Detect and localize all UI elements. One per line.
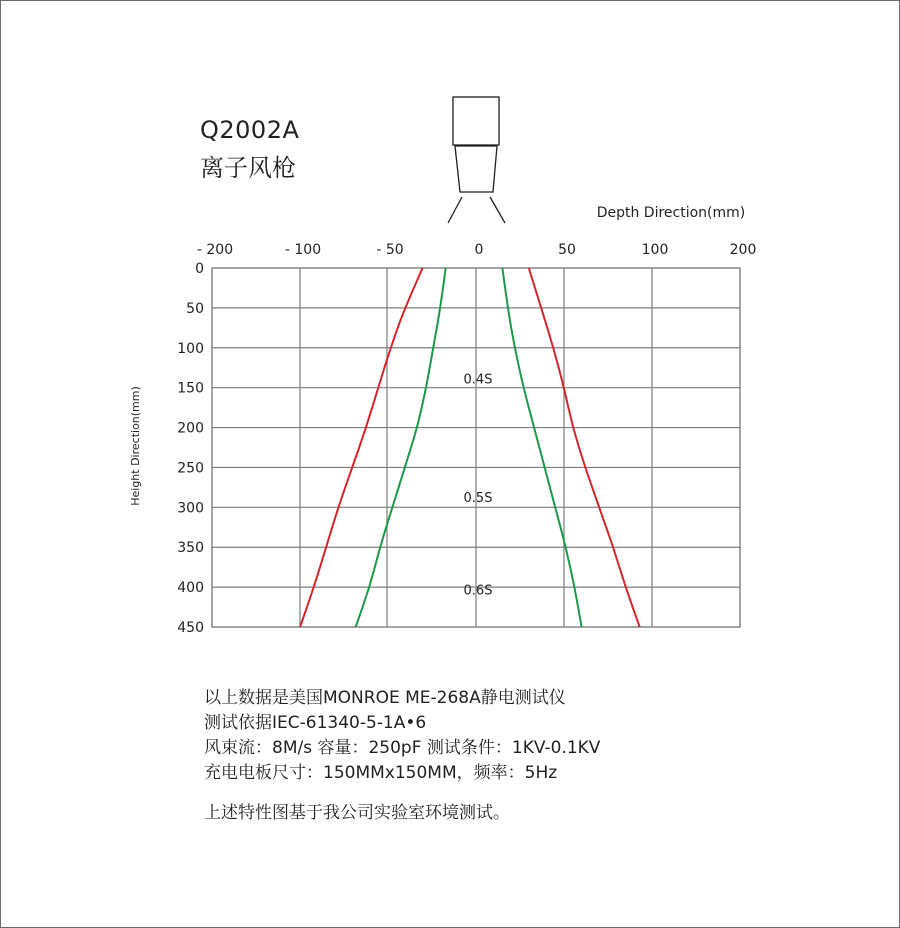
x-tick-label: 50	[558, 242, 576, 258]
x-tick-label: - 50	[376, 242, 404, 258]
ionizer-gun-icon	[448, 97, 505, 223]
note-line-2: 测试依据IEC-61340-5-1A•6	[204, 713, 427, 733]
time-annotation: 0.6S	[463, 583, 493, 599]
gun-body	[453, 97, 499, 145]
x-tick-label: 200	[729, 242, 757, 258]
x-tick-label: 0	[474, 242, 484, 258]
x-tick-label: - 100	[284, 242, 322, 258]
y-tick-label: 250	[177, 460, 204, 477]
y-tick-label: 100	[177, 340, 204, 357]
y-tick-label: 450	[177, 620, 204, 636]
y-tick-label: 150	[177, 380, 204, 397]
x-tick-labels	[197, 242, 756, 258]
y-tick-label: 50	[186, 300, 204, 317]
y-axis-title: Height Direction(mm)	[129, 386, 142, 506]
note-line-3: 风束流：8M/s 容量：250pF 测试条件：1KV-0.1KV	[204, 738, 601, 758]
y-tick-label: 300	[177, 500, 204, 517]
product-name: 离子风枪	[200, 154, 296, 182]
product-code: Q2002A	[200, 116, 300, 144]
y-tick-label: 350	[177, 540, 204, 557]
time-annotation: 0.4S	[463, 372, 493, 388]
test-notes	[204, 686, 600, 826]
note-spacer	[204, 786, 600, 801]
y-tick-label: 200	[177, 420, 204, 437]
time-annotations	[464, 373, 493, 599]
curve-2	[529, 268, 640, 627]
gun-spray-right	[490, 197, 505, 223]
curve-4	[502, 268, 581, 627]
x-axis-title: Depth Direction(mm)	[596, 205, 746, 221]
x-tick-label: - 200	[196, 242, 234, 258]
gun-nozzle	[455, 146, 497, 192]
chart-grid	[212, 268, 740, 627]
note-line-4: 充电电板尺寸：150MMx150MM，频率：5Hz	[204, 763, 558, 783]
gun-spray-left	[448, 197, 462, 223]
time-annotation: 0.5S	[463, 490, 493, 506]
y-tick-labels	[177, 261, 204, 636]
x-tick-label: 100	[641, 242, 669, 258]
note-line-1: 以上数据是美国MONROE ME-268A静电测试仪	[204, 688, 566, 708]
y-tick-label: 400	[177, 580, 204, 597]
y-tick-label: 0	[195, 261, 204, 277]
curve-1	[300, 268, 423, 627]
note-line-5: 上述特性图基于我公司实验室环境测试。	[204, 803, 510, 823]
curves	[300, 268, 640, 627]
